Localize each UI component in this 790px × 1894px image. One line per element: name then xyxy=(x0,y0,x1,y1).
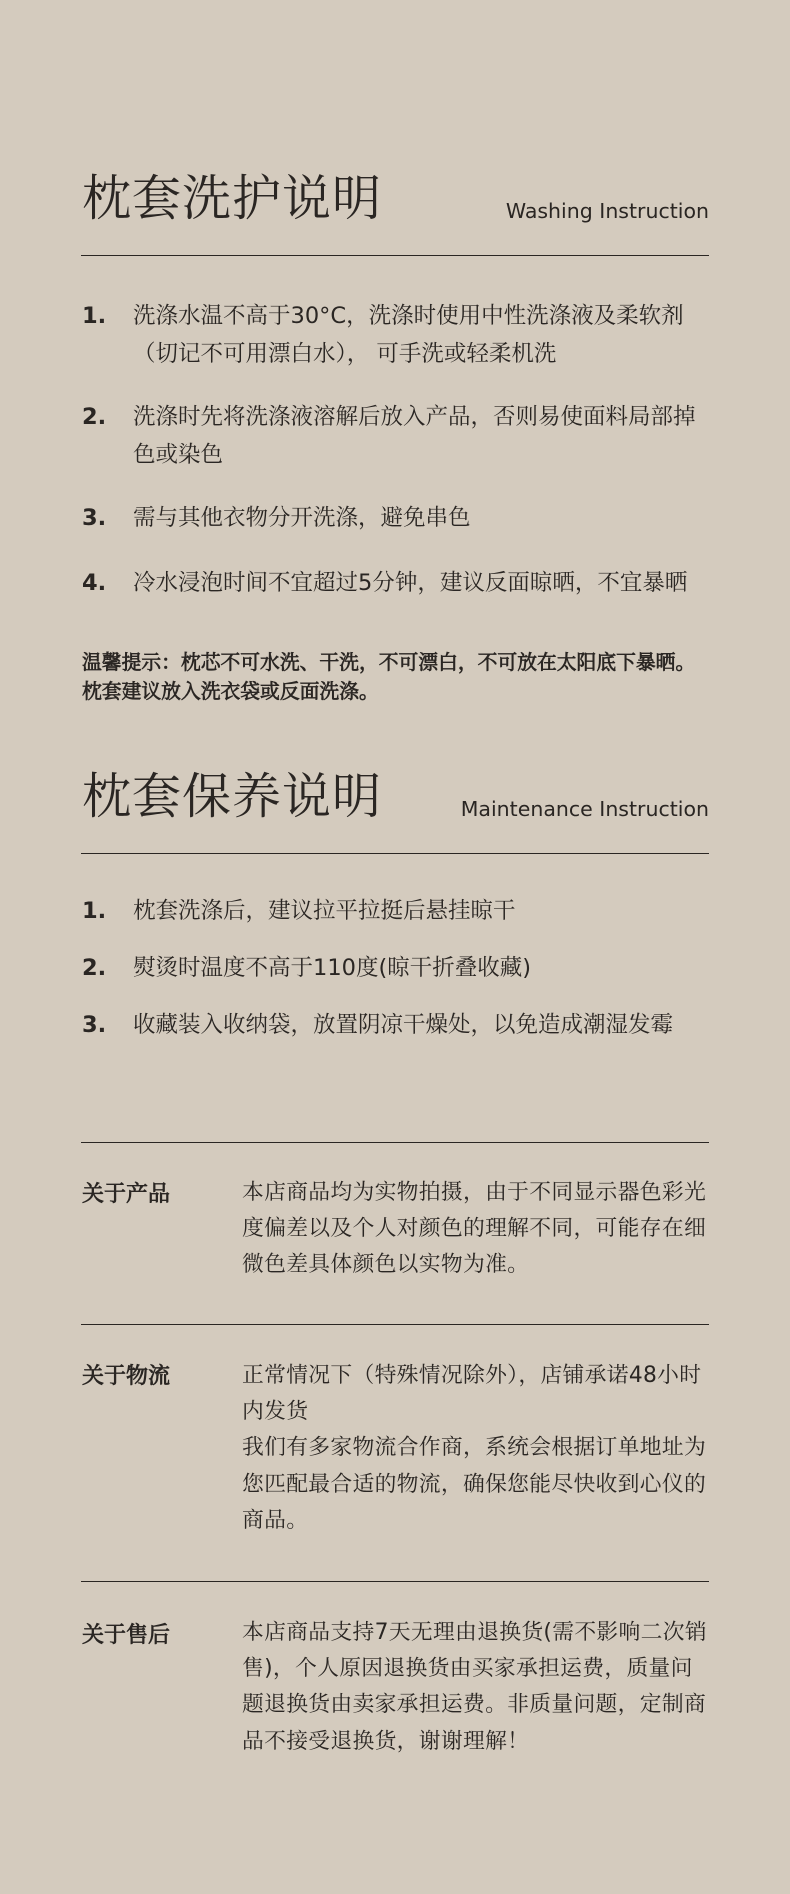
item-text xyxy=(133,950,531,988)
about-product-text xyxy=(242,1175,706,1284)
about-divider xyxy=(81,1324,709,1325)
item-text-line: （切记不可用漂白水）， 可手洗或轻柔机洗 xyxy=(133,340,557,367)
about-text-line: 题退换货由卖家承担运费。非质量问题，定制商 xyxy=(242,1692,707,1718)
item-text xyxy=(133,298,684,373)
about-text-line: 微色差具体颜色以实物为准。 xyxy=(242,1252,530,1278)
maintenance-item-1 xyxy=(82,893,712,933)
washing-title: 枕套洗护说明 xyxy=(82,170,383,227)
washing-item-4 xyxy=(82,565,712,605)
item-text xyxy=(133,1007,673,1045)
maintenance-item-3 xyxy=(82,1007,712,1047)
about-text-line: 内发货 xyxy=(242,1399,309,1425)
item-number: 3. xyxy=(82,505,107,531)
about-text-line: 本店商品支持7天无理由退换货(需不影响二次销 xyxy=(242,1620,707,1645)
item-text-line: 洗涤时先将洗涤液溶解后放入产品，否则易使面料局部掉 xyxy=(133,404,696,430)
item-text-line: 需与其他衣物分开洗涤，避免串色 xyxy=(133,505,471,531)
warm-tip-line: 枕套建议放入洗衣袋或反面洗涤。 xyxy=(82,680,379,703)
item-text-line: 熨烫时温度不高于110度(晾干折叠收藏) xyxy=(133,955,532,981)
washing-divider xyxy=(81,255,709,256)
about-divider xyxy=(81,1142,709,1143)
about-logistics-text xyxy=(242,1358,706,1539)
item-number: 2. xyxy=(82,404,107,430)
item-number: 1. xyxy=(82,303,107,329)
item-text-line: 收藏装入收纳袋，放置阴凉干燥处，以免造成潮湿发霉 xyxy=(133,1012,674,1038)
maintenance-subtitle: Maintenance Instruction xyxy=(460,797,709,821)
about-text-line: 品不接受退换货，谢谢理解！ xyxy=(242,1728,530,1754)
item-number: 3. xyxy=(82,1012,107,1038)
item-text xyxy=(133,500,471,538)
item-text xyxy=(133,565,687,603)
about-text-line: 售)，个人原因退换货由买家承担运费，质量问 xyxy=(242,1656,693,1682)
washing-subtitle: Washing Instruction xyxy=(505,199,709,223)
about-product-label: 关于产品 xyxy=(82,1182,171,1207)
about-text-line: 度偏差以及个人对颜色的理解不同，可能存在细 xyxy=(242,1216,707,1242)
warm-tip xyxy=(82,648,710,706)
item-text-line: 枕套洗涤后，建议拉平拉挺后悬挂晾干 xyxy=(133,898,516,924)
item-text-line: 冷水浸泡时间不宜超过5分钟，建议反面晾晒，不宜暴晒 xyxy=(133,570,688,596)
about-aftersales-text xyxy=(242,1615,707,1760)
item-number: 1. xyxy=(82,898,107,924)
about-logistics-label: 关于物流 xyxy=(82,1364,171,1389)
item-text xyxy=(133,893,516,931)
item-text-line: 洗涤水温不高于30°C，洗涤时使用中性洗涤液及柔软剂 xyxy=(133,303,684,329)
about-text-line: 正常情况下（特殊情况除外），店铺承诺48小时 xyxy=(242,1363,702,1388)
warm-tip-line: 温馨提示：枕芯不可水洗、干洗，不可漂白，不可放在太阳底下暴晒。 xyxy=(82,651,696,674)
about-text-line: 我们有多家物流合作商，系统会根据订单地址为 xyxy=(242,1435,707,1461)
item-number: 2. xyxy=(82,955,107,981)
maintenance-divider xyxy=(81,853,709,854)
maintenance-title: 枕套保养说明 xyxy=(82,768,383,825)
item-number: 4. xyxy=(82,570,107,596)
about-text-line: 商品。 xyxy=(242,1507,309,1533)
washing-item-3 xyxy=(82,500,712,540)
washing-item-1 xyxy=(82,298,712,367)
about-text-line: 您匹配最合适的物流，确保您能尽快收到心仪的 xyxy=(242,1471,707,1497)
about-divider xyxy=(81,1581,709,1582)
item-text xyxy=(133,399,696,474)
maintenance-item-2 xyxy=(82,950,712,990)
washing-item-2 xyxy=(82,399,712,468)
about-text-line: 本店商品均为实物拍摄，由于不同显示器色彩光 xyxy=(242,1180,707,1205)
about-aftersales-label: 关于售后 xyxy=(82,1623,171,1648)
item-text-line: 色或染色 xyxy=(133,441,224,468)
